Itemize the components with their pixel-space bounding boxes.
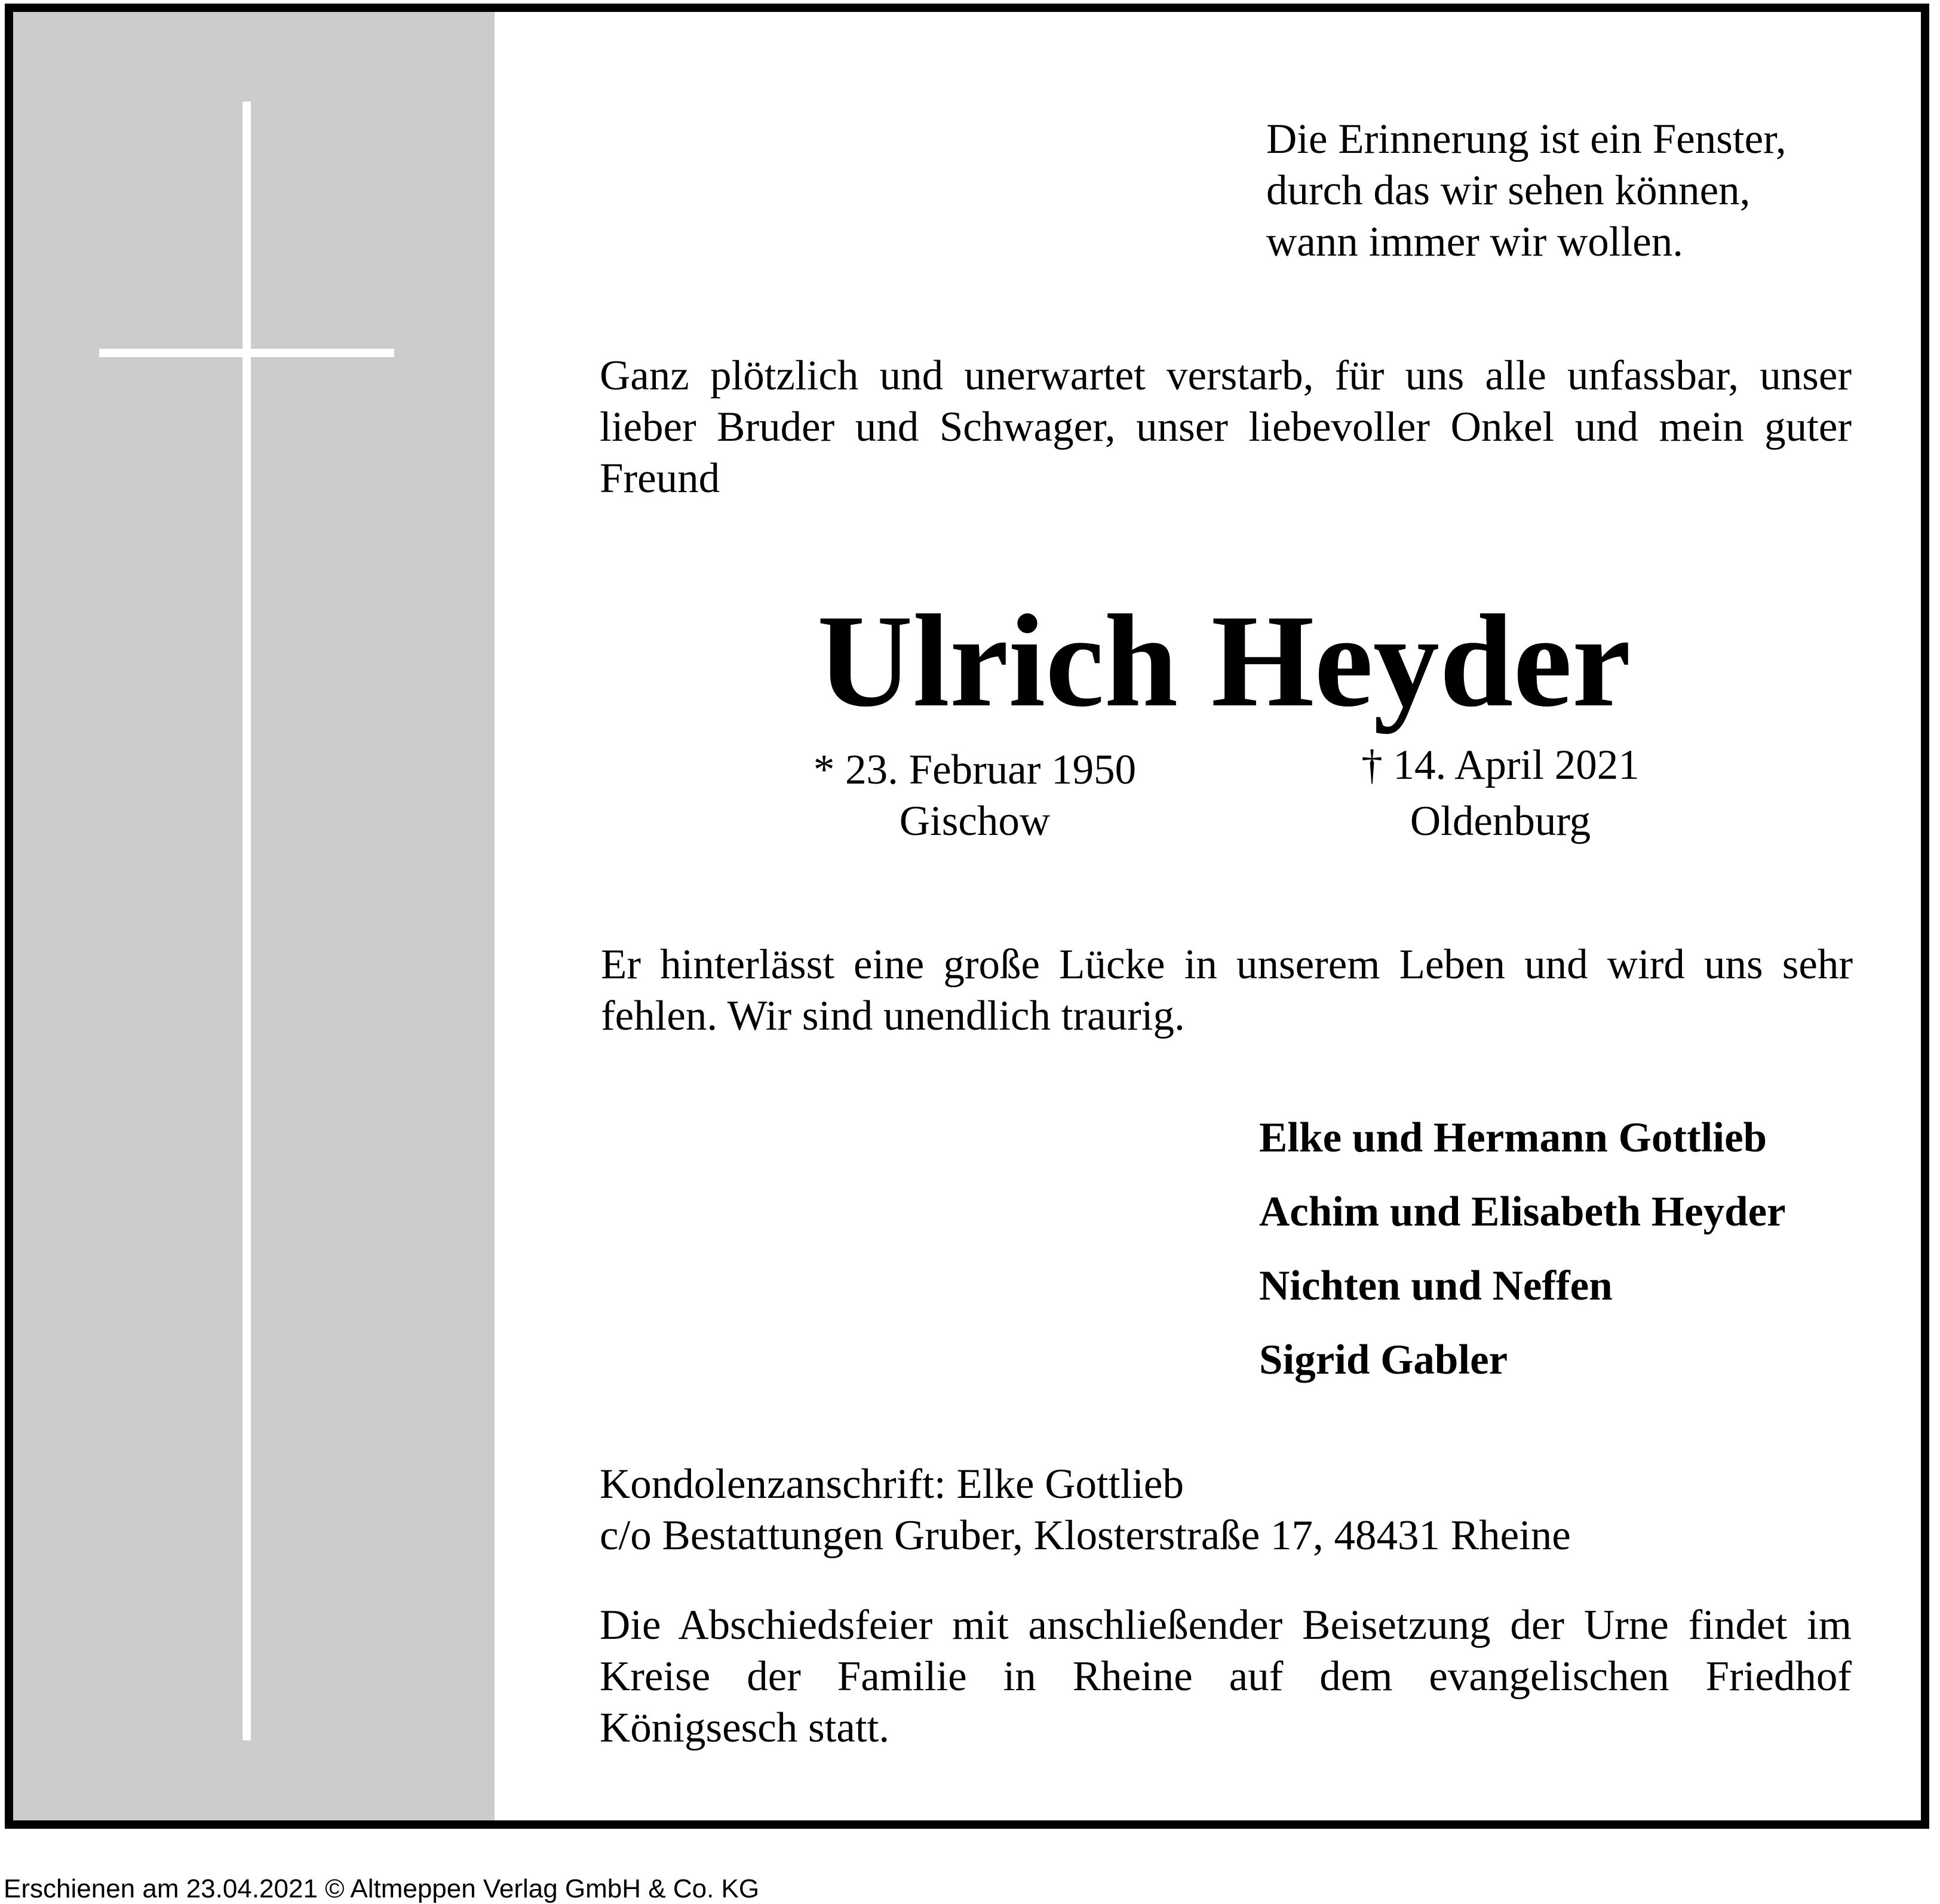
mourners-list bbox=[1259, 1112, 1786, 1408]
death-date: † 14. April 2021 bbox=[1361, 742, 1640, 788]
death-place: Oldenburg bbox=[1410, 798, 1591, 844]
deceased-name: Ulrich Heyder bbox=[817, 588, 1631, 735]
mourner-name: Achim und Elisabeth Heyder bbox=[1259, 1189, 1786, 1235]
motto-line: durch das wir sehen können, bbox=[1266, 167, 1751, 214]
obituary-notice bbox=[5, 4, 1929, 1829]
grey-side-panel bbox=[13, 12, 495, 1820]
birth-place: Gischow bbox=[899, 798, 1051, 844]
address-line: c/o Bestattungen Gruber, Klosterstraße 17, 48431 Rheine bbox=[600, 1512, 1571, 1559]
motto-line: wann immer wir wollen. bbox=[1266, 219, 1684, 265]
farewell-text: Er hinterlässt eine große Lücke in unserem Leben und wird uns sehr fehlen. Wir sind unendlich traurig. bbox=[601, 941, 1853, 1039]
mourner-name: Sigrid Gabler bbox=[1259, 1337, 1508, 1383]
publication-footer: Erschienen am 23.04.2021 © Altmeppen Verlag GmbH & Co. KG bbox=[4, 1874, 760, 1903]
motto-line: Die Erinnerung ist ein Fenster, bbox=[1266, 116, 1786, 162]
cross-icon-crossbar bbox=[99, 349, 394, 357]
address-line: Kondolenzanschrift: Elke Gottlieb bbox=[600, 1461, 1184, 1507]
birth-date: * 23. Februar 1950 bbox=[813, 747, 1137, 793]
mourner-name: Elke und Hermann Gottlieb bbox=[1259, 1114, 1767, 1161]
mourner-name: Nichten und Neffen bbox=[1259, 1263, 1613, 1309]
intro-text: Ganz plötzlich und unerwartet verstarb, für uns alle unfassbar, unser lieber Bruder und Schwager, unser liebevoller Onkel und mein guter Freund bbox=[600, 352, 1852, 502]
birth-info bbox=[796, 744, 1154, 847]
ceremony-text: Die Abschiedsfeier mit anschließender Beisetzung der Urne findet im Kreise der Familie in Rheine auf dem evangelischen Friedhof Königsesch statt. bbox=[600, 1602, 1852, 1751]
memorial-motto bbox=[1266, 113, 1786, 268]
cross-icon bbox=[242, 102, 251, 1740]
death-info bbox=[1345, 739, 1656, 847]
condolence-address bbox=[600, 1458, 1571, 1561]
